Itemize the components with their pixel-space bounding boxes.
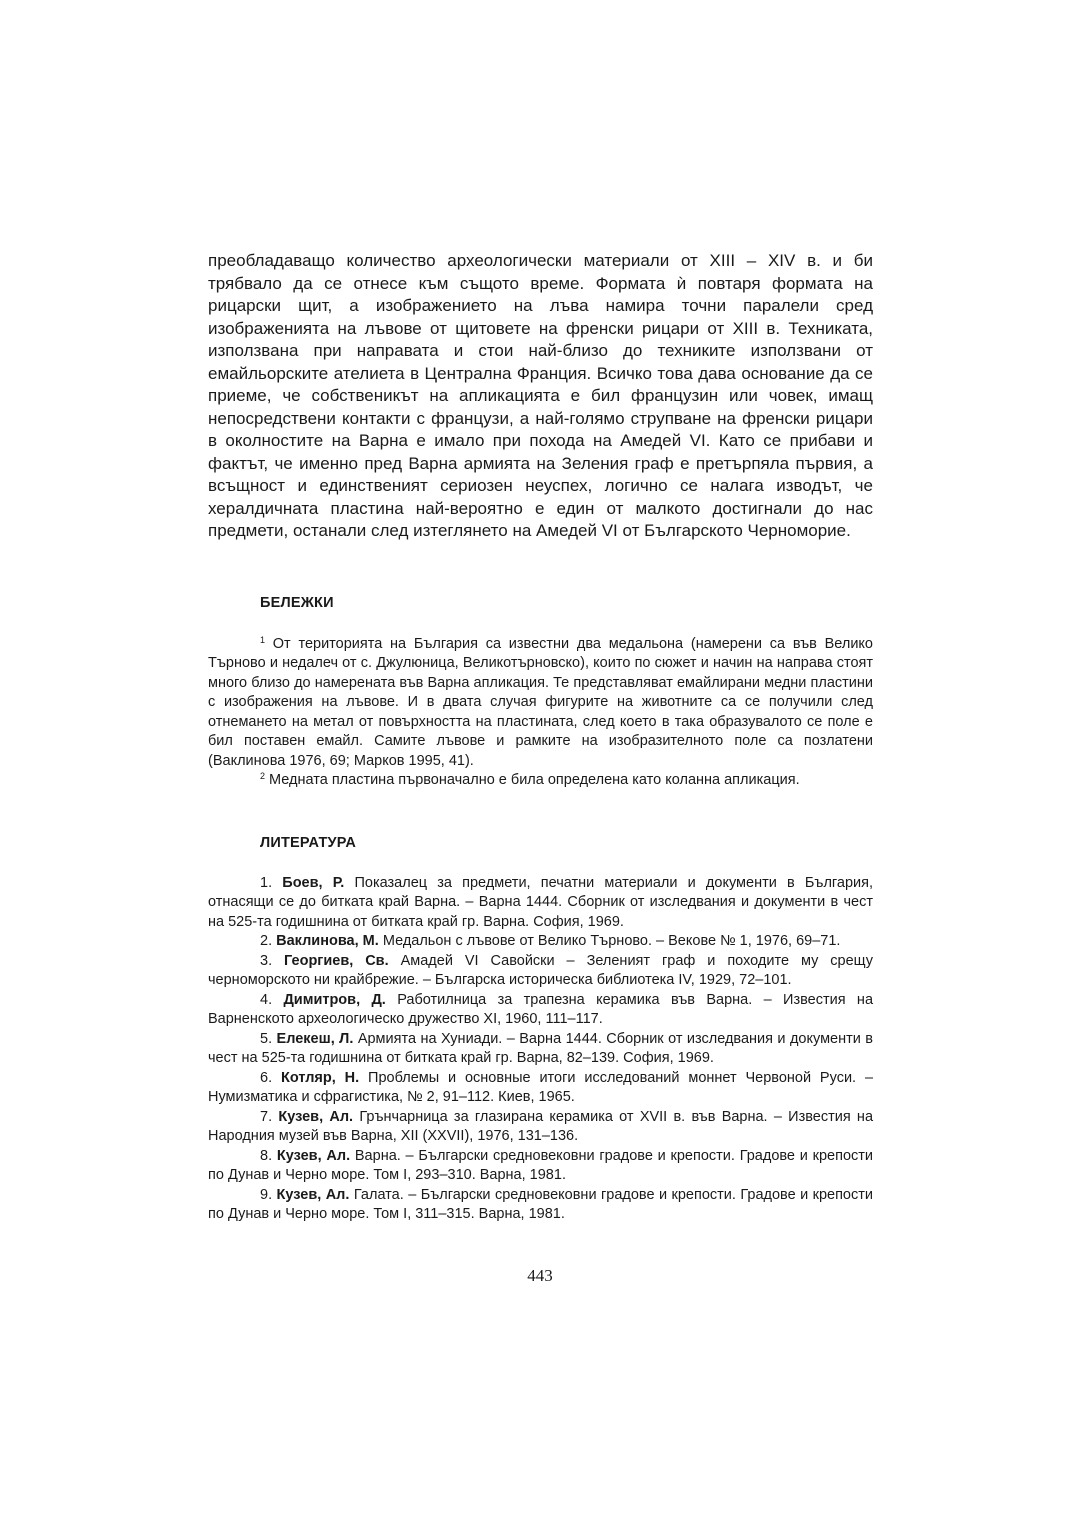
reference-text: Грънчарница за глазирана керамика от XVII в. във Варна. – Известия на Народния музей във Варна, XII (XXVII), 1976, 131–136. bbox=[208, 1108, 874, 1144]
reference-item bbox=[208, 952, 873, 991]
notes-heading: БЕЛЕЖКИ bbox=[260, 594, 334, 611]
page-body bbox=[208, 250, 873, 1225]
literature-heading: ЛИТЕРАТУРА bbox=[260, 834, 357, 851]
reference-author: Димитров, Д. bbox=[283, 991, 386, 1008]
reference-text: Проблемы и основные итоги исследований моннет Червоной Руси. – Нумизматика и сфрагистика, № 2, 91–112. Киев, 1965. bbox=[208, 1069, 874, 1105]
reference-number: 8. bbox=[260, 1147, 273, 1164]
reference-author: Кузев, Ал. bbox=[276, 1186, 350, 1203]
notes-list bbox=[208, 635, 873, 791]
reference-number: 4. bbox=[260, 991, 273, 1008]
reference-item bbox=[208, 932, 873, 952]
note-number: 2 bbox=[260, 771, 266, 781]
note-item bbox=[208, 771, 873, 791]
reference-number: 5. bbox=[260, 1030, 273, 1047]
reference-item bbox=[208, 991, 873, 1030]
reference-text: Амадей VI Савойски – Зеленият граф и походите му срещу черноморското ни крайбрежие. – Българска историческа библиотека IV, 1929, 72–101. bbox=[208, 952, 874, 988]
reference-number: 6. bbox=[260, 1069, 273, 1086]
reference-item bbox=[208, 1147, 873, 1186]
reference-number: 7. bbox=[260, 1108, 273, 1125]
note-text: От територията на България са известни два медальона (намерени са във Велико Търново и недалеч от с. Джулюница, Великотърновско), които по сюжет и начин на направа стоят много близо до намерената във Варна апликация. Те представляват емайлирани медни пластини с изображения на лъвове. И в двата случая фигурите на животните са се получили след отнемането на метал от повърхността на пластината, след което в така образувалото се поле е бил поставен емайл. Самите лъвове и рамките на изобразителното поле са позлатени (Ваклинова 1976, 69; Марков 1995, 41). bbox=[208, 635, 873, 769]
reference-text: Варна. – Български средновековни градове и крепости. Градове и крепости по Дунав и Черно море. Том I, 293–310. Варна, 1981. bbox=[208, 1147, 874, 1183]
reference-number: 9. bbox=[260, 1186, 273, 1203]
reference-text: Галата. – Български средновековни градове и крепости. Градове и крепости по Дунав и Черно море. Том I, 311–315. Варна, 1981. bbox=[208, 1186, 873, 1222]
note-number: 1 bbox=[260, 634, 266, 645]
main-paragraph: преобладаващо количество археологически материали от XIII – XIV в. и би трябвало да се отнесе към същото време. Формата ѝ повтаря формата на рицарски щит, а изображението на лъва намира точни паралели сред изображенията на лъвове от щитовете на френски рицари от XIII в. Техниката, използвана при направата и стои най-близо до техниките използвани от емайльорските ателиета в Централна Франция. Всичко това дава основание да се приеме, че собственикът на апликацията е бил французин или човек, имащ непосредствени контакти с французи, а най-голямо струпване на френски рицари в околностите на Варна е имало при похода на Амедей VI. Като се прибави и фактът, че именно пред Варна армията на Зеления граф е претърпяла първия, а всъщност и единственият сериозен неуспех, логично се налага изводът, че хералдичната пластина най-вероятно е един от малкото достигнали до нас предмети, останали след изтеглянето на Амедей VI от Българското Черноморие. bbox=[208, 251, 873, 540]
page-number: 443 bbox=[527, 1266, 553, 1285]
reference-author: Кузев, Ал. bbox=[276, 1147, 351, 1164]
reference-text: Работилница за трапезна керамика във Варна. – Известия на Варненското археологическо дружество XI, 1960, 111–117. bbox=[208, 991, 874, 1027]
reference-author: Елекеш, Л. bbox=[276, 1030, 354, 1047]
note-text: Медната пластина първоначално е била определена като коланна апликация. bbox=[269, 772, 800, 788]
note-item bbox=[208, 635, 873, 772]
reference-author: Ваклинова, М. bbox=[276, 933, 379, 949]
reference-author: Кузев, Ал. bbox=[278, 1108, 354, 1125]
reference-number: 2. bbox=[260, 933, 273, 949]
reference-author: Котляр, Н. bbox=[280, 1069, 360, 1086]
reference-item bbox=[208, 1069, 873, 1108]
reference-item bbox=[208, 1108, 873, 1147]
reference-text: Армията на Хуниади. – Варна 1444. Сборник от изследвания и документи в чест на 525-та годишнина от битката край гр. Варна, 82–139. София, 1969. bbox=[208, 1030, 873, 1066]
reference-item bbox=[208, 1186, 873, 1225]
reference-author: Георгиев, Св. bbox=[284, 952, 389, 969]
reference-number: 1. bbox=[260, 874, 273, 891]
reference-item bbox=[208, 1030, 873, 1069]
reference-text: Показалец за предмети, печатни материали и документи в България, отнасящи се до битката край Варна. – Варна 1444. Сборник от изследвания и документи в чест на 525-та годишнина от битката край гр. Варна. София, 1969. bbox=[208, 874, 874, 930]
reference-text: Медальон с лъвове от Велико Търново. – Векове № 1, 1976, 69–71. bbox=[382, 933, 841, 949]
reference-number: 3. bbox=[260, 952, 273, 969]
reference-author: Боев, Р. bbox=[282, 874, 345, 891]
references-list bbox=[208, 874, 873, 1225]
reference-item bbox=[208, 874, 873, 933]
